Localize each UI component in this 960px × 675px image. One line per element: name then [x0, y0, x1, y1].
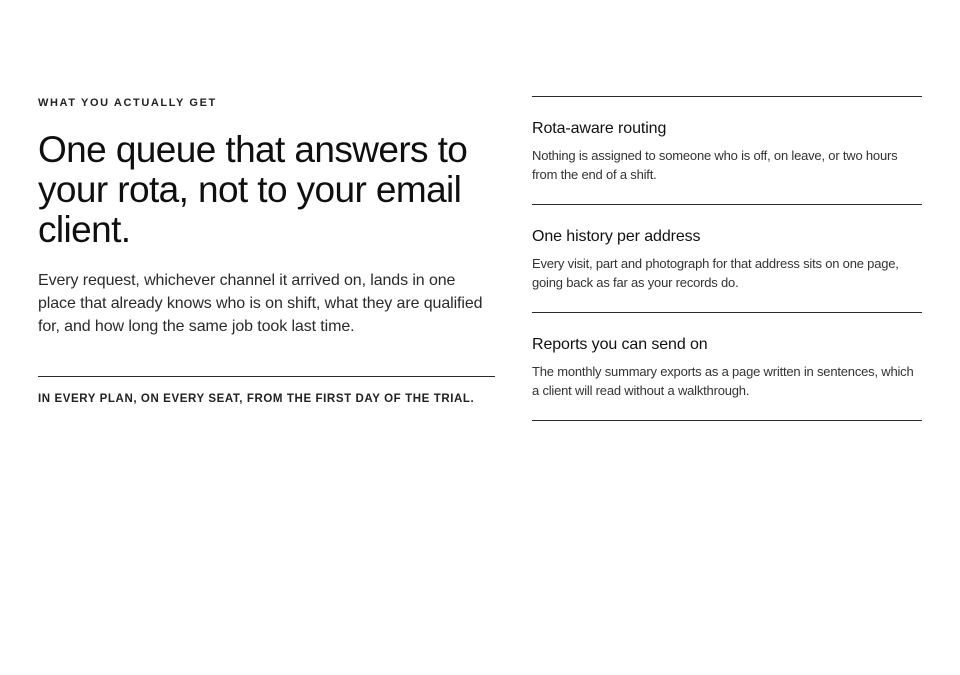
feature-description: The monthly summary exports as a page written in sentences, which a client will read without a walkthrough. — [532, 364, 914, 398]
feature-title: Rota-aware routing — [532, 120, 667, 137]
feature-item-rota-aware-routing — [532, 96, 922, 204]
feature-item-reports — [532, 312, 922, 421]
eyebrow-label: WHAT YOU ACTUALLY GET — [38, 97, 217, 109]
feature-list — [532, 96, 922, 421]
feature-item-history-per-address — [532, 204, 922, 312]
feature-title: Reports you can send on — [532, 336, 708, 353]
intro-section — [38, 96, 495, 407]
page-headline: One queue that answers to your rota, not to your email client. — [38, 129, 468, 250]
feature-description: Every visit, part and photograph for that address sits on one page, going back as far as your records do. — [532, 256, 899, 290]
plan-footnote: IN EVERY PLAN, ON EVERY SEAT, FROM THE FIRST DAY OF THE TRIAL. — [38, 393, 475, 405]
section-divider — [38, 376, 495, 377]
feature-title: One history per address — [532, 228, 701, 245]
intro-paragraph: Every request, whichever channel it arrived on, lands in one place that already knows who is on shift, what they are qualified for, and how long the same job took last time. — [38, 272, 483, 335]
feature-description: Nothing is assigned to someone who is off, on leave, or two hours from the end of a shift. — [532, 148, 898, 182]
